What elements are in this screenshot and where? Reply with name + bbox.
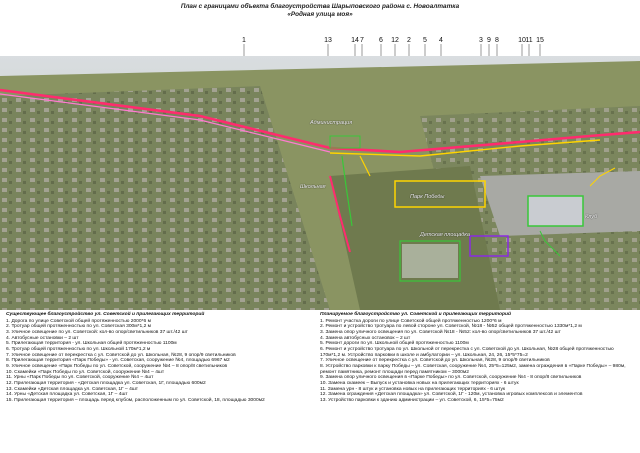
legend-existing-item: 1. Дорога по улице Советской общей протяженностью 2000*6 м (6, 318, 151, 324)
callout-6: 6 (379, 37, 383, 44)
title-block (0, 3, 640, 19)
legend-planned-item: 12. Замена ограждения «Детская площадка» ул. Советской, 1Г - 120м, установка игровых комплексов и элементов (320, 392, 583, 398)
legend-existing-item: 13. Скамейки «Детская площадка ул. Советская, 1Г – 4шт (6, 386, 139, 392)
title-line-1: План с границами объекта благоустройства Шарыповского района с. Новоалтатка (180, 3, 460, 10)
legend-existing-item: 6. Тротуар общей протяженностью по ул. Школьной 170м*1,2 м (6, 346, 151, 352)
legend-planned-item: 8. Устройство парковки к парку Победы – ул. Советская, сооружение №4, 25*5=125м2, замена ограждения в «Парке Победы» – 980м, ремонт памятника, ремонт площади перед памятником – 3000м2 (320, 363, 626, 375)
callout-1: 1 (242, 37, 246, 44)
callout-14: 14 (351, 37, 359, 44)
callout-11: 11 (525, 37, 533, 44)
map-label-shkolnaya: Школьная (300, 184, 326, 190)
legend-planned-item: 6. Ремонт и устройство тротуара по ул. Школьной от перекрестка с ул. Советской до ул. Школьная, №28 общей протяженностью 170м*1,2 м. Устройство парковки в школе и амбулатории – ул. Школьная, 24, 26, 15*5*75=2 (320, 346, 614, 358)
map-label-park: Парк Победы (410, 194, 445, 200)
legend-existing-item: 3. Уличное освещение по ул. Советской: кол-во опор/светильников 37 шт./42 шт (6, 329, 188, 335)
legend-planned-item: 5. Ремонт дороги по ул. Школьной общей протяженностью 1100м (320, 341, 469, 347)
callout-8: 8 (495, 37, 499, 44)
legend-planned-item: 2. Ремонт и устройство тротуара по левой стороне ул. Советской, №18 - №52 общей протяженностью 1330м*1,2 м (320, 324, 582, 330)
callout-9: 9 (487, 37, 491, 44)
legend-existing-item: 10. Скамейки «Парк Победы по ул. Советской, сооружение №4 – 4шт (6, 369, 165, 375)
legend-planned-item: 4. Замена автобусных остановок – 2 шт (320, 335, 411, 341)
legend-planned-item: 1. Ремонт участка дороги по улице Советской общей протяженностью 1200*6 м (320, 318, 502, 324)
legend-planned (320, 312, 632, 404)
legend-planned-item: 11. Замена урн - 8 штук и установка новых на прилегающих территориях - 6 штук (320, 386, 506, 392)
callout-5: 5 (423, 37, 427, 44)
callout-10: 10 (518, 37, 526, 44)
legend-planned-heading: Планируемое благоустройство ул. Советской и прилегающих территорий (320, 312, 511, 317)
legend-planned-item: 10. Замена скамеек – Выпуск и установка новых на прилегающих территориях - 6 штук (320, 380, 519, 386)
legend-existing-item: 15. Прилегающая территория – площадь перед клубом, расположенным по ул. Советской, 18, площадью 3000м2 (6, 397, 265, 403)
legend-existing-item: 7. Уличное освещение от перекрестка с ул. Советской до ул. Школьная, №28, 9 опор/9 светильников (6, 352, 236, 358)
callout-3: 3 (479, 37, 483, 44)
legend-existing-item: 2. Тротуар общей протяженностью по ул. Советская 300м*1,2 м (6, 324, 152, 330)
callout-7: 7 (360, 37, 364, 44)
satellite-map (0, 56, 640, 310)
legend-existing-item: 4. Автобусные остановки – 2 шт (6, 335, 79, 341)
title-line-2: «Родная улица моя» (287, 11, 353, 18)
legend-existing-item: 14. Урны «Детская площадка ул. Советская, 1Г – 4шт (6, 392, 128, 398)
zone-club (528, 196, 583, 226)
legend-existing-item: 8. Прилегающая территория «Парк Победы» - ул. Советская, сооружение №4, площадью 6967 м2 (6, 358, 230, 364)
legend-planned-item: 3. Замена опор уличного освещения по ул. Советской №18 - №52: кол-во опор/светильников 37 шт./42 шт (320, 329, 561, 335)
map-label-club: Клуб (585, 214, 598, 220)
callout-13: 13 (324, 37, 332, 44)
callout-15: 15 (536, 37, 544, 44)
callout-2: 2 (407, 37, 411, 44)
legend-existing-item: 11. Урны «Парк Победы по ул. Советской, сооружение №4 – 4шт (6, 375, 154, 381)
legend-existing-item: 12. Прилегающая территория - «Детская площадка ул. Советская, 1Г, площадью 600м2 (6, 380, 206, 386)
callout-4: 4 (439, 37, 443, 44)
field-center (330, 166, 500, 310)
map-label-playground: Детская площадка (420, 232, 470, 238)
legend-existing (6, 312, 298, 404)
legend-existing-item: 5. Прилегающая территория - ул. Школьная общей протяженностью 1100м (6, 341, 177, 347)
legend-planned-item: 13. Устройство парковки к зданию администрации – ул. Советской, 6, 15*5=75м2 (320, 397, 504, 403)
legend-planned-item: 7. Уличное освещение от перекрестка с ул. Советской до ул. Школьная, №28, 9 опор/9 светильников (320, 358, 550, 364)
legend-planned-item: 9. Замена опор уличного освещения в «Парке Победы» по ул. Советской, сооружение №4 - 8 опор/8 светильников (320, 375, 582, 381)
map-drawing (0, 56, 640, 310)
school-building (402, 244, 458, 278)
legend-existing-heading: Существующее благоустройство ул. Советской и прилегающих территорий (6, 312, 205, 317)
callout-12: 12 (391, 37, 399, 44)
legend-existing-item: 9. Уличное освещение «Парк Победы по ул. Советской, сооружение №4 – 8 опор/8 светильников (6, 363, 228, 369)
map-label-admin: Администрация (310, 120, 353, 126)
